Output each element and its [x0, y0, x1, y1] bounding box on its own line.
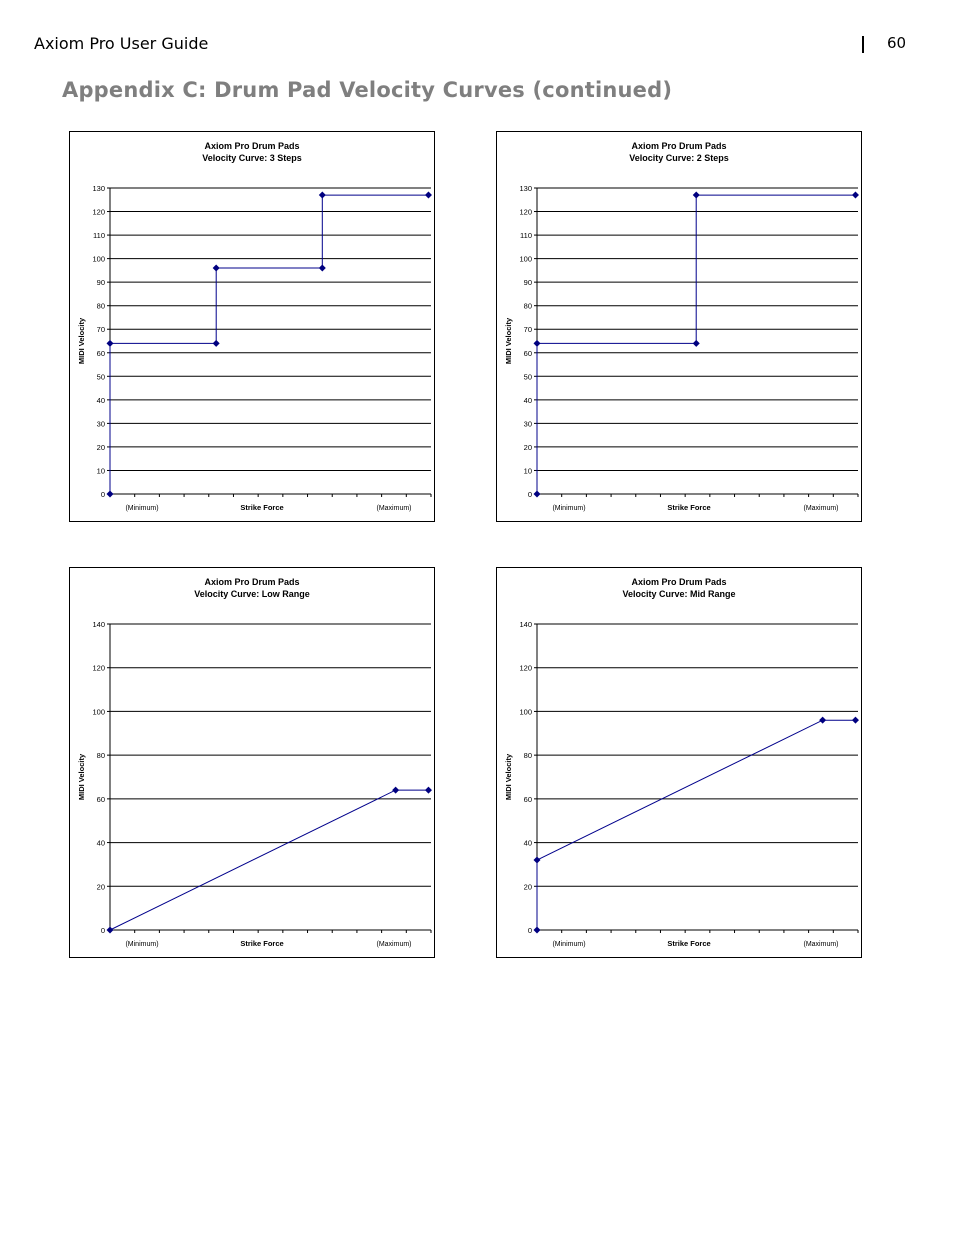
y-tick-label: 140 — [519, 620, 532, 629]
chart-mid-range — [496, 567, 862, 958]
y-axis-label: MIDI Velocity — [77, 753, 86, 801]
y-tick-label: 120 — [92, 207, 105, 217]
y-tick-label: 80 — [523, 301, 532, 311]
y-tick-label: 0 — [527, 926, 532, 935]
x-axis-label: Strike Force — [240, 503, 284, 512]
chart-svg — [496, 131, 862, 522]
chart-title: Axiom Pro Drum Pads — [204, 141, 300, 151]
section-heading: Appendix C: Drum Pad Velocity Curves (continued) — [62, 78, 673, 102]
chart-subtitle: Velocity Curve: Mid Range — [622, 589, 736, 599]
chart-2-steps — [496, 131, 862, 522]
chart-frame — [497, 568, 862, 958]
y-tick-label: 60 — [523, 794, 532, 804]
x-tick-label-min: (Minimum) — [125, 941, 159, 948]
y-tick-label: 10 — [523, 466, 532, 476]
x-axis-label: Strike Force — [667, 503, 711, 512]
y-tick-label: 100 — [92, 707, 105, 717]
chart-subtitle: Velocity Curve: 2 Steps — [629, 153, 729, 163]
page-number-divider — [862, 36, 864, 53]
y-tick-label: 80 — [96, 301, 105, 311]
y-tick-label: 120 — [92, 663, 105, 673]
chart-subtitle: Velocity Curve: Low Range — [194, 589, 310, 599]
chart-title: Axiom Pro Drum Pads — [631, 141, 727, 151]
chart-frame — [70, 132, 435, 522]
y-tick-label: 20 — [96, 882, 105, 892]
y-tick-label: 0 — [100, 490, 105, 499]
x-tick-label-min: (Minimum) — [125, 505, 159, 512]
chart-svg — [69, 131, 435, 522]
y-tick-label: 120 — [519, 663, 532, 673]
y-tick-label: 110 — [520, 231, 532, 241]
y-tick-label: 50 — [96, 372, 105, 382]
chart-title: Axiom Pro Drum Pads — [631, 577, 727, 587]
y-tick-label: 0 — [100, 926, 105, 935]
y-tick-label: 40 — [523, 838, 532, 848]
y-tick-label: 130 — [92, 184, 105, 193]
y-tick-label: 60 — [523, 348, 532, 358]
x-axis-label: Strike Force — [667, 939, 711, 948]
y-tick-label: 80 — [96, 751, 105, 761]
y-tick-label: 30 — [96, 419, 105, 429]
y-tick-label: 30 — [523, 419, 532, 429]
y-tick-label: 20 — [523, 442, 532, 452]
y-axis-label: MIDI Velocity — [504, 753, 513, 801]
y-tick-label: 10 — [96, 466, 105, 476]
y-tick-label: 100 — [92, 254, 105, 264]
y-tick-label: 90 — [96, 278, 105, 288]
y-tick-label: 20 — [96, 442, 105, 452]
y-tick-label: 40 — [523, 395, 532, 405]
y-axis-label: MIDI Velocity — [77, 317, 86, 365]
y-tick-label: 100 — [519, 707, 532, 717]
chart-frame — [497, 132, 862, 522]
y-tick-label: 100 — [519, 254, 532, 264]
y-tick-label: 60 — [96, 794, 105, 804]
y-tick-label: 40 — [96, 838, 105, 848]
y-tick-label: 70 — [96, 325, 105, 335]
chart-low-range — [69, 567, 435, 958]
y-tick-label: 140 — [92, 620, 105, 629]
chart-3-steps — [69, 131, 435, 522]
y-tick-label: 90 — [523, 278, 532, 288]
page-number: 60 — [887, 34, 907, 52]
y-tick-label: 80 — [523, 751, 532, 761]
x-tick-label-min: (Minimum) — [552, 505, 586, 512]
y-tick-label: 20 — [523, 882, 532, 892]
chart-subtitle: Velocity Curve: 3 Steps — [202, 153, 302, 163]
y-tick-label: 60 — [96, 348, 105, 358]
x-tick-label-max: (Maximum) — [376, 505, 412, 512]
x-tick-label-max: (Maximum) — [803, 941, 839, 948]
y-tick-label: 50 — [523, 372, 532, 382]
x-tick-label-min: (Minimum) — [552, 941, 586, 948]
chart-svg — [69, 567, 435, 958]
chart-title: Axiom Pro Drum Pads — [204, 577, 300, 587]
document-title: Axiom Pro User Guide — [34, 34, 209, 53]
y-tick-label: 70 — [523, 325, 532, 335]
y-tick-label: 110 — [93, 231, 105, 241]
x-tick-label-max: (Maximum) — [803, 505, 839, 512]
chart-svg — [496, 567, 862, 958]
y-tick-label: 120 — [519, 207, 532, 217]
y-axis-label: MIDI Velocity — [504, 317, 513, 365]
y-tick-label: 130 — [519, 184, 532, 193]
y-tick-label: 0 — [527, 490, 532, 499]
y-tick-label: 40 — [96, 395, 105, 405]
x-axis-label: Strike Force — [240, 939, 284, 948]
chart-frame — [70, 568, 435, 958]
x-tick-label-max: (Maximum) — [376, 941, 412, 948]
